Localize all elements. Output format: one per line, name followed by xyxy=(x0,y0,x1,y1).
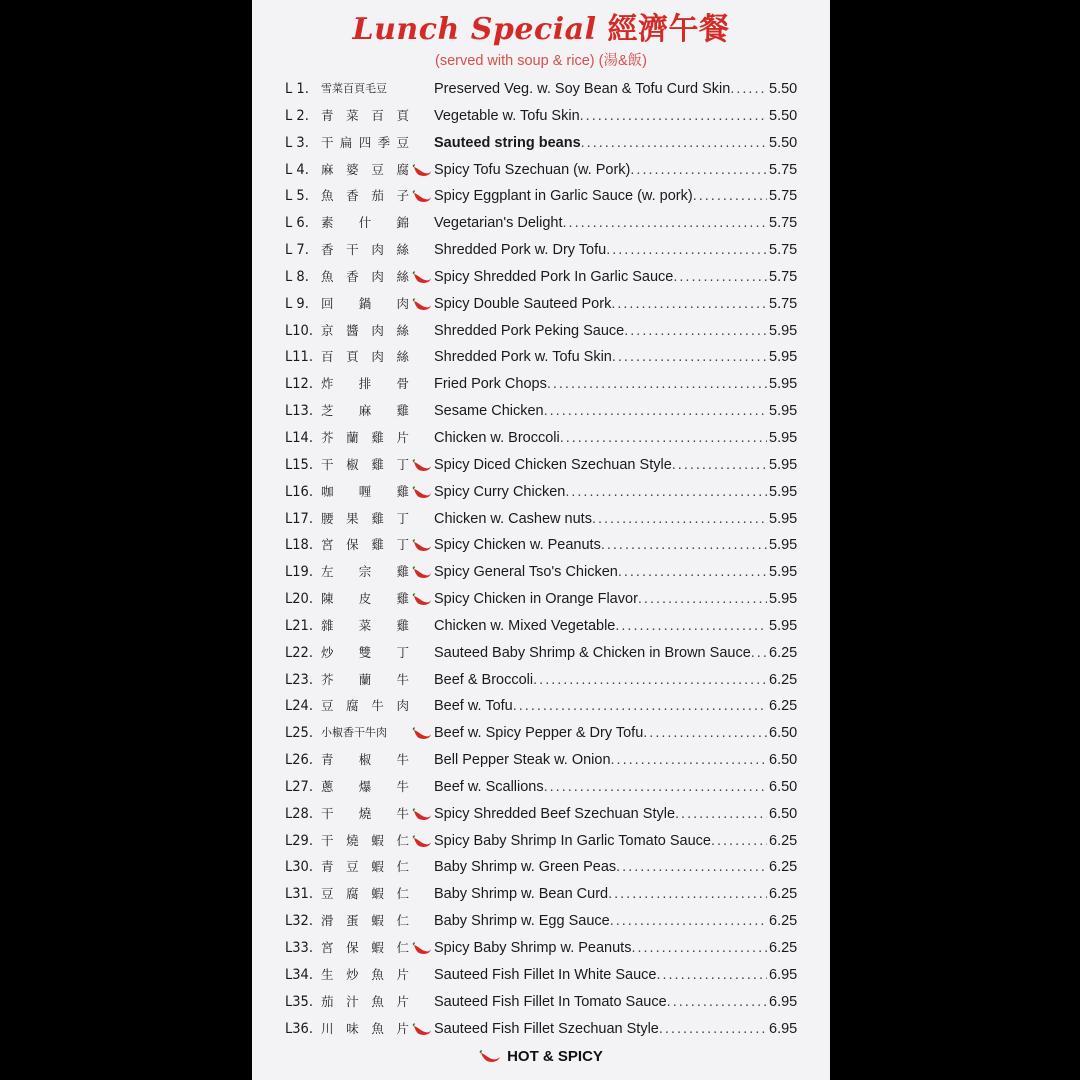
menu-item-row xyxy=(252,318,830,345)
item-code: L23. xyxy=(285,671,314,688)
item-price: 6.25 xyxy=(769,913,798,930)
item-chinese-name: 蔥 爆 牛 xyxy=(321,778,409,794)
menu-item-row xyxy=(252,103,830,130)
item-chinese-name: 炒 雙 丁 xyxy=(321,644,409,660)
item-code: L12. xyxy=(285,376,314,393)
item-code: L 1. xyxy=(285,81,309,97)
item-code: L10. xyxy=(285,322,314,339)
item-chinese-name: 青 菜 百 頁 xyxy=(321,107,409,123)
leader-dots xyxy=(643,723,767,743)
item-code: L 6. xyxy=(285,215,309,232)
item-price: 5.95 xyxy=(769,537,798,554)
item-price: 5.95 xyxy=(769,564,798,581)
menu-item-row xyxy=(252,828,830,855)
item-chinese-name: 芥 蘭 雞 片 xyxy=(321,429,409,445)
item-name: Baby Shrimp w. Egg Sauce xyxy=(434,913,610,930)
menu-item-row xyxy=(252,908,830,935)
item-name-line xyxy=(434,723,767,743)
item-name-line xyxy=(434,79,767,99)
item-code: L27. xyxy=(285,778,314,795)
item-chinese-name: 干 扁 四 季 豆 xyxy=(321,134,409,150)
item-code: L18. xyxy=(285,537,314,554)
item-name: Sauteed string beans xyxy=(434,134,581,151)
item-price: 5.95 xyxy=(769,429,798,446)
menu-item-row xyxy=(252,371,830,398)
leader-dots xyxy=(730,79,767,99)
title-english: Lunch Special xyxy=(352,12,597,47)
chili-pepper-icon xyxy=(412,593,432,607)
item-chinese-name: 豆 腐 蝦 仁 xyxy=(321,886,409,902)
item-code: L16. xyxy=(285,483,314,500)
leader-dots xyxy=(616,857,767,877)
item-price: 5.50 xyxy=(769,81,798,97)
item-name: Spicy Chicken in Orange Flavor xyxy=(434,591,638,608)
item-name: Beef w. Scallions xyxy=(434,778,544,795)
item-chinese-name: 咖 喱 雞 xyxy=(321,483,409,499)
item-code: L26. xyxy=(285,752,314,769)
item-price: 5.75 xyxy=(769,242,798,259)
item-name: Baby Shrimp w. Bean Curd xyxy=(434,886,609,903)
item-name-line xyxy=(434,696,767,716)
item-name-line xyxy=(434,482,767,502)
menu-page xyxy=(252,0,830,1080)
item-name: Sauteed Fish Fillet In White Sauce xyxy=(434,966,657,983)
chili-pepper-icon xyxy=(412,942,432,956)
item-code: L28. xyxy=(285,805,314,822)
menu-item-row xyxy=(252,613,830,640)
item-name-line xyxy=(434,509,767,529)
item-chinese-name: 芥 蘭 牛 xyxy=(321,671,409,687)
item-name: Shredded Pork w. Tofu Skin xyxy=(434,349,612,366)
item-chinese-name: 左 宗 雞 xyxy=(321,564,409,580)
item-name-line xyxy=(434,884,767,904)
item-name-line xyxy=(434,106,767,126)
item-chinese-name: 炸 排 骨 xyxy=(321,376,409,392)
item-code: L 2. xyxy=(285,107,309,124)
item-name: Preserved Veg. w. Soy Bean & Tofu Curd Skin xyxy=(434,81,731,97)
leader-dots xyxy=(560,428,767,448)
menu-item-row xyxy=(252,425,830,452)
item-chinese-name: 干 椒 雞 丁 xyxy=(321,456,409,472)
chili-pepper-icon xyxy=(412,459,432,473)
menu-subtitle: (served with soup & rice) (湯&飯) xyxy=(435,53,647,69)
item-chinese-name: 宮 保 蝦 仁 xyxy=(321,940,409,955)
item-name-line xyxy=(434,240,767,260)
menu-item-row xyxy=(252,183,830,210)
item-name: Spicy Eggplant in Garlic Sauce (w. pork) xyxy=(434,188,693,205)
item-chinese-name: 青 椒 牛 xyxy=(321,752,409,768)
item-name-line xyxy=(434,160,767,180)
item-name: Shredded Pork w. Dry Tofu xyxy=(434,242,607,259)
item-name-line xyxy=(434,321,767,341)
menu-item-row xyxy=(252,532,830,559)
item-name: Fried Pork Chops xyxy=(434,376,547,393)
item-name-line xyxy=(434,401,767,421)
item-code: L 3. xyxy=(285,134,309,151)
item-name-line xyxy=(434,133,767,153)
item-code: L29. xyxy=(285,832,314,849)
title-chinese: 經濟午餐 xyxy=(607,12,730,47)
item-price: 6.25 xyxy=(769,859,798,876)
item-code: L31. xyxy=(285,886,314,903)
item-chinese-name: 麻 婆 豆 腐 xyxy=(321,161,409,177)
menu-item-row xyxy=(252,559,830,586)
item-name-line xyxy=(434,670,767,690)
chili-pepper-icon xyxy=(412,835,432,849)
item-name: Spicy Baby Shrimp In Garlic Tomato Sauce xyxy=(434,832,711,849)
leader-dots xyxy=(608,884,767,904)
item-price: 5.95 xyxy=(769,403,798,420)
menu-title xyxy=(252,8,830,52)
leader-dots xyxy=(612,347,767,367)
leader-dots xyxy=(610,911,767,931)
leader-dots xyxy=(618,562,767,582)
menu-item-row xyxy=(252,1016,830,1043)
leader-dots xyxy=(673,267,767,287)
legend-label: HOT & SPICY xyxy=(507,1048,603,1065)
item-code: L 5. xyxy=(285,188,309,205)
leader-dots xyxy=(667,992,767,1012)
item-name-line xyxy=(434,938,767,958)
leader-dots xyxy=(638,589,767,609)
item-name: Spicy Diced Chicken Szechuan Style xyxy=(434,456,672,473)
menu-item-row xyxy=(252,157,830,184)
item-name-line xyxy=(434,428,767,448)
item-name-line xyxy=(434,347,767,367)
item-name: Shredded Pork Peking Sauce xyxy=(434,322,625,339)
item-name: Spicy Double Sauteed Pork xyxy=(434,295,612,312)
item-chinese-name: 雜 菜 雞 xyxy=(321,617,409,633)
item-name: Chicken w. Mixed Vegetable xyxy=(434,617,616,634)
item-name: Vegetarian's Delight xyxy=(434,215,563,232)
menu-item-row xyxy=(252,935,830,962)
item-chinese-name: 生 炒 魚 片 xyxy=(321,966,409,982)
item-chinese-name: 腰 果 雞 丁 xyxy=(321,510,409,526)
leader-dots xyxy=(513,696,767,716)
item-name-line xyxy=(434,992,767,1012)
menu-item-row xyxy=(252,506,830,533)
item-name: Bell Pepper Steak w. Onion xyxy=(434,752,611,769)
item-code: L 9. xyxy=(285,295,309,312)
leader-dots xyxy=(544,777,767,797)
item-price: 6.50 xyxy=(769,805,798,822)
leader-dots xyxy=(581,133,767,153)
menu-item-row xyxy=(252,479,830,506)
spicy-legend xyxy=(252,1045,830,1069)
item-name: Spicy Shredded Pork In Garlic Sauce xyxy=(434,268,674,285)
item-price: 5.95 xyxy=(769,349,798,366)
item-price: 6.25 xyxy=(769,832,798,849)
chili-pepper-icon xyxy=(412,808,432,822)
menu-item-row xyxy=(252,76,830,103)
item-name: Sesame Chicken xyxy=(434,403,544,420)
item-price: 6.25 xyxy=(769,940,798,956)
item-price: 6.25 xyxy=(769,671,798,688)
leader-dots xyxy=(624,321,767,341)
item-code: L22. xyxy=(285,644,314,661)
item-chinese-name: 滑 蛋 蝦 仁 xyxy=(321,913,409,929)
leader-dots xyxy=(533,670,767,690)
item-code: L20. xyxy=(285,591,314,608)
menu-item-row xyxy=(252,801,830,828)
chili-pepper-icon xyxy=(412,1023,432,1037)
item-chinese-name: 干 燒 牛 xyxy=(321,805,409,821)
menu-item-row xyxy=(252,774,830,801)
item-price: 6.95 xyxy=(769,993,798,1010)
menu-item-row xyxy=(252,130,830,157)
item-name-line xyxy=(434,267,767,287)
item-code: L15. xyxy=(285,456,314,473)
item-name: Spicy Shredded Beef Szechuan Style xyxy=(434,805,676,822)
chili-pepper-icon xyxy=(412,298,432,312)
leader-dots xyxy=(592,509,767,529)
item-name: Sauteed Fish Fillet In Tomato Sauce xyxy=(434,993,667,1010)
menu-item-row xyxy=(252,586,830,613)
item-price: 6.95 xyxy=(769,966,798,983)
item-name-line xyxy=(434,965,767,985)
item-price: 5.75 xyxy=(769,268,798,285)
menu-item-row xyxy=(252,747,830,774)
menu-item-row xyxy=(252,667,830,694)
menu-item-row xyxy=(252,452,830,479)
leader-dots xyxy=(672,455,767,475)
item-name-line xyxy=(434,857,767,877)
item-name: Spicy Chicken w. Peanuts xyxy=(434,537,601,554)
menu-item-row xyxy=(252,881,830,908)
item-name-line xyxy=(434,750,767,770)
item-chinese-name: 干 燒 蝦 仁 xyxy=(321,832,409,848)
item-price: 5.95 xyxy=(769,322,798,339)
leader-dots xyxy=(656,965,767,985)
menu-item-row xyxy=(252,989,830,1016)
item-price: 6.25 xyxy=(769,644,798,661)
item-price: 6.95 xyxy=(769,1020,798,1037)
item-chinese-name: 素 什 錦 xyxy=(321,215,409,231)
item-name: Spicy Tofu Szechuan (w. Pork) xyxy=(434,161,631,178)
item-name: Beef & Broccoli xyxy=(434,671,534,688)
item-price: 5.75 xyxy=(769,215,798,232)
item-name-line xyxy=(434,294,767,314)
item-name: Sauteed Baby Shrimp & Chicken in Brown Sauce xyxy=(434,644,751,661)
item-price: 5.75 xyxy=(769,161,798,178)
item-chinese-name: 宮 保 雞 丁 xyxy=(321,537,409,553)
item-chinese-name: 陳 皮 雞 xyxy=(321,591,409,607)
item-name-line xyxy=(434,562,767,582)
item-price: 5.95 xyxy=(769,591,798,608)
leader-dots xyxy=(565,482,767,502)
item-price: 5.95 xyxy=(769,376,798,393)
item-price: 5.75 xyxy=(769,188,798,205)
item-chinese-name: 豆 腐 牛 肉 xyxy=(321,698,409,714)
item-code: L25. xyxy=(285,725,314,742)
leader-dots xyxy=(615,616,767,636)
item-name-line xyxy=(434,213,767,233)
item-chinese-name: 京 醬 肉 絲 xyxy=(321,322,409,338)
leader-dots xyxy=(631,938,767,958)
item-name: Beef w. Tofu xyxy=(434,698,513,715)
item-name: Vegetable w. Tofu Skin xyxy=(434,107,580,124)
item-code: L35. xyxy=(285,993,314,1010)
item-price: 5.95 xyxy=(769,483,798,500)
item-code: L19. xyxy=(285,564,314,581)
item-name-line xyxy=(434,911,767,931)
chili-pepper-icon xyxy=(412,271,432,285)
item-name: Spicy General Tso's Chicken xyxy=(434,564,618,581)
item-chinese-name: 百 頁 肉 絲 xyxy=(321,349,409,365)
item-price: 6.50 xyxy=(769,725,798,742)
leader-dots xyxy=(693,186,767,206)
chili-pepper-icon xyxy=(479,1050,501,1064)
item-chinese-name: 回 鍋 肉 xyxy=(321,295,409,311)
leader-dots xyxy=(606,240,767,260)
item-code: L 8. xyxy=(285,268,309,285)
item-code: L13. xyxy=(285,403,314,420)
menu-item-row xyxy=(252,291,830,318)
item-code: L21. xyxy=(285,617,314,634)
chili-pepper-icon xyxy=(412,190,432,204)
leader-dots xyxy=(547,374,767,394)
item-chinese-name: 青 豆 蝦 仁 xyxy=(321,859,409,875)
menu-item-row xyxy=(252,264,830,291)
chili-pepper-icon xyxy=(412,566,432,580)
item-name-line xyxy=(434,777,767,797)
item-price: 5.50 xyxy=(769,134,798,151)
leader-dots xyxy=(659,1019,767,1039)
item-name: Chicken w. Broccoli xyxy=(434,429,560,446)
item-name-line xyxy=(434,643,767,663)
leader-dots xyxy=(601,535,767,555)
item-name-line xyxy=(434,1019,767,1039)
item-chinese-name: 魚 香 肉 絲 xyxy=(321,268,409,284)
item-name: Chicken w. Cashew nuts xyxy=(434,510,592,527)
item-name: Baby Shrimp w. Green Peas xyxy=(434,859,617,876)
item-chinese-name: 魚 香 茄 子 xyxy=(321,188,409,204)
item-chinese-name: 小 椒 香 干 牛 肉 xyxy=(321,726,387,740)
leader-dots xyxy=(544,401,767,421)
item-price: 5.95 xyxy=(769,456,798,473)
item-code: L34. xyxy=(285,966,314,983)
leader-dots xyxy=(563,213,767,233)
menu-item-row xyxy=(252,693,830,720)
leader-dots xyxy=(611,294,767,314)
item-name-line xyxy=(434,804,767,824)
item-name-line xyxy=(434,831,767,851)
leader-dots xyxy=(675,804,767,824)
menu-header xyxy=(252,8,830,72)
item-name: Spicy Baby Shrimp w. Peanuts xyxy=(434,940,632,956)
item-price: 6.50 xyxy=(769,752,798,769)
menu-item-row xyxy=(252,237,830,264)
item-code: L24. xyxy=(285,698,314,715)
item-code: L36. xyxy=(285,1020,314,1037)
item-chinese-name: 芝 麻 雞 xyxy=(321,403,409,419)
chili-pepper-icon xyxy=(412,164,432,178)
item-chinese-name: 茄 汁 魚 片 xyxy=(321,993,409,1009)
menu-item-list xyxy=(252,76,830,1042)
chili-pepper-icon xyxy=(412,486,432,500)
item-code: L33. xyxy=(285,940,314,956)
item-name-line xyxy=(434,186,767,206)
item-code: L11. xyxy=(285,349,314,366)
item-chinese-name: 雪 菜 百 頁 毛 豆 xyxy=(321,82,387,95)
item-name-line xyxy=(434,616,767,636)
leader-dots xyxy=(611,750,767,770)
item-name: Beef w. Spicy Pepper & Dry Tofu xyxy=(434,725,644,742)
item-name-line xyxy=(434,455,767,475)
item-price: 5.95 xyxy=(769,617,798,634)
item-name: Spicy Curry Chicken xyxy=(434,483,566,500)
menu-item-row xyxy=(252,640,830,667)
item-price: 6.25 xyxy=(769,698,798,715)
item-code: L30. xyxy=(285,859,314,876)
item-code: L 4. xyxy=(285,161,309,178)
chili-pepper-icon xyxy=(412,539,432,553)
item-price: 5.75 xyxy=(769,295,798,312)
menu-item-row xyxy=(252,344,830,371)
item-chinese-name: 香 干 肉 絲 xyxy=(321,242,409,258)
menu-item-row xyxy=(252,210,830,237)
item-price: 5.50 xyxy=(769,107,798,124)
item-chinese-name: 川 味 魚 片 xyxy=(321,1020,409,1036)
chili-pepper-icon xyxy=(412,727,432,741)
item-name-line xyxy=(434,589,767,609)
leader-dots xyxy=(751,643,767,663)
menu-item-row xyxy=(252,962,830,989)
item-code: L14. xyxy=(285,429,314,446)
leader-dots xyxy=(580,106,767,126)
item-code: L 7. xyxy=(285,242,309,259)
menu-item-row xyxy=(252,398,830,425)
item-price: 6.50 xyxy=(769,778,798,795)
item-price: 6.25 xyxy=(769,886,798,903)
item-price: 5.95 xyxy=(769,510,798,527)
item-code: L17. xyxy=(285,510,314,527)
menu-item-row xyxy=(252,720,830,747)
leader-dots xyxy=(630,160,767,180)
item-name-line xyxy=(434,374,767,394)
menu-item-row xyxy=(252,854,830,881)
item-name: Sauteed Fish Fillet Szechuan Style xyxy=(434,1020,659,1037)
item-name-line xyxy=(434,535,767,555)
leader-dots xyxy=(711,831,767,851)
item-code: L32. xyxy=(285,913,314,930)
